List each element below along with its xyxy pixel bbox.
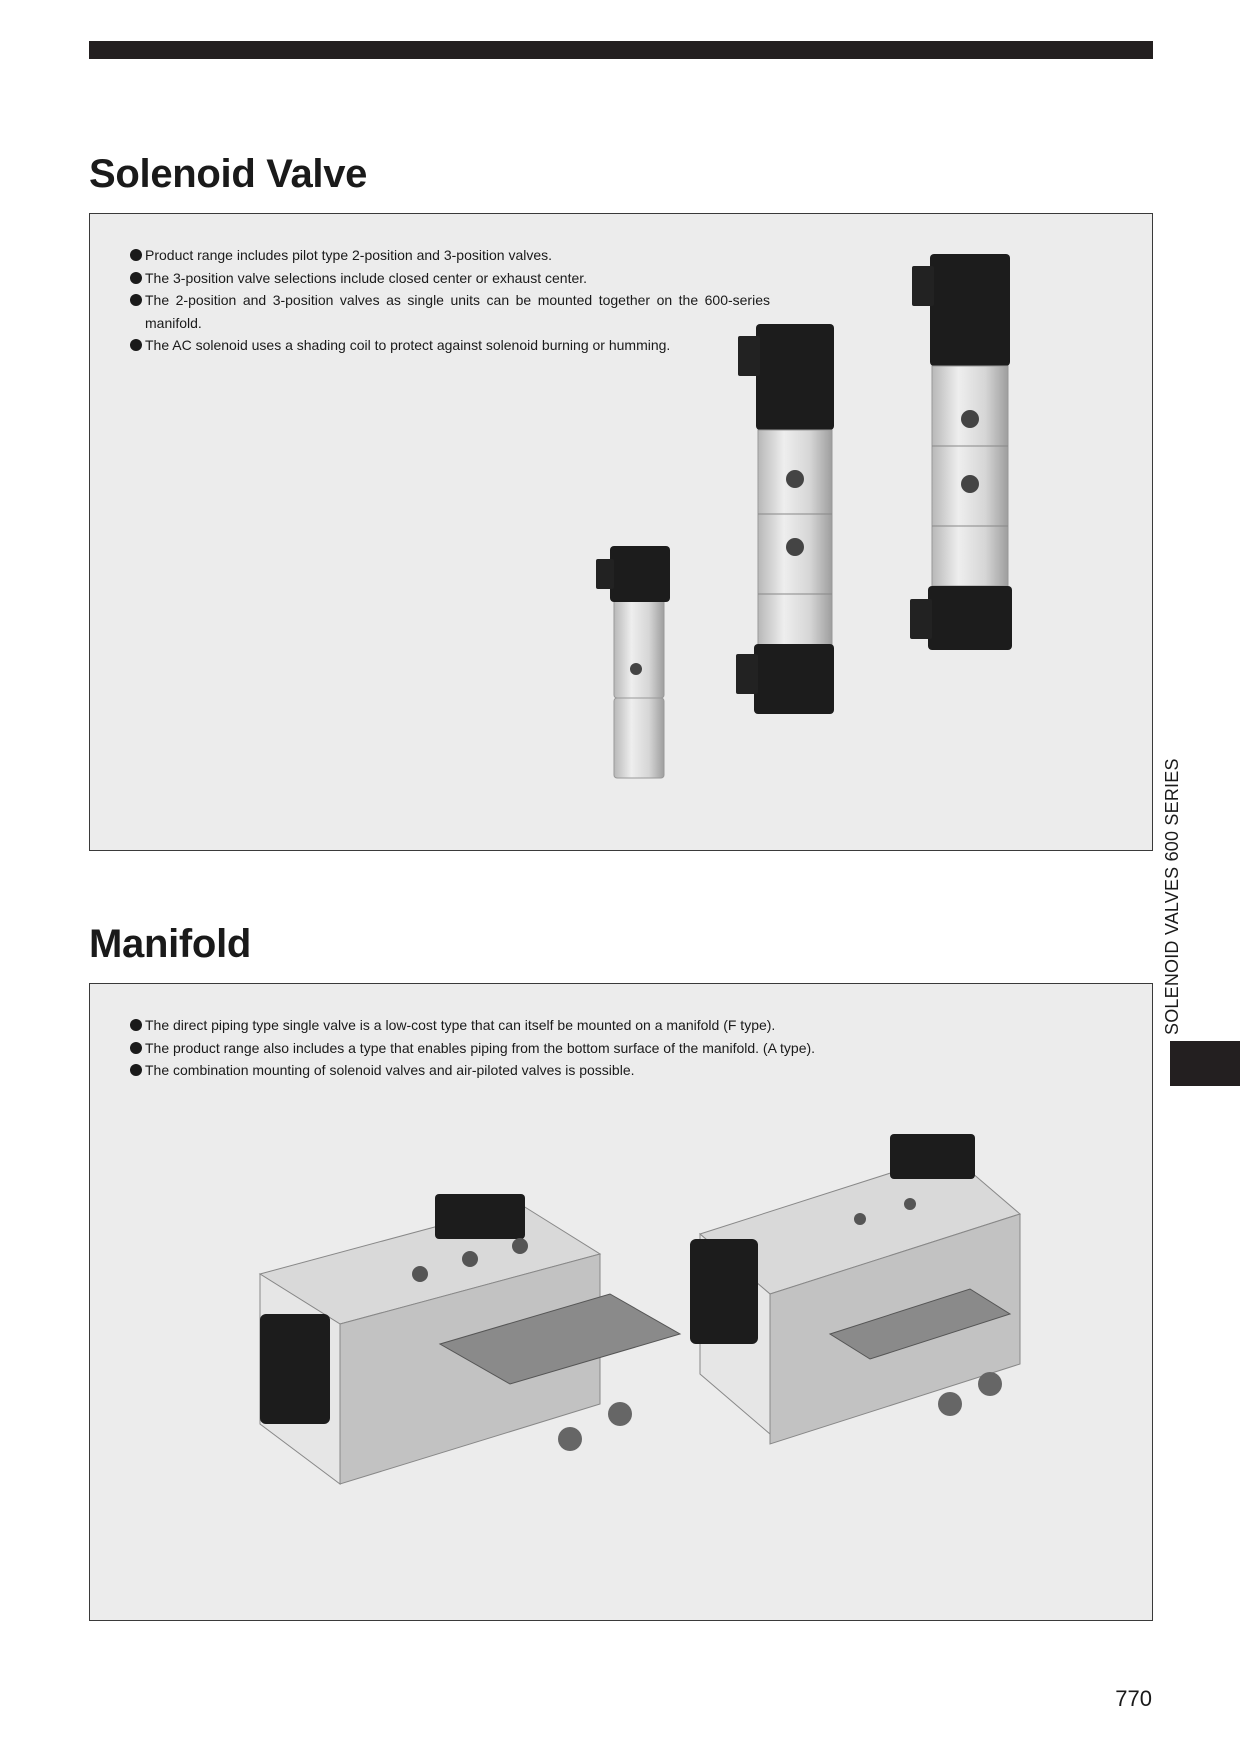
- feature-item: The 2-position and 3-position valves as single units can be mounted together on the 600-series manifold.: [130, 289, 770, 334]
- right-manifold: [690, 1134, 1020, 1444]
- solenoid-valve-title: Solenoid Valve: [89, 152, 368, 196]
- manifold-panel: [89, 983, 1153, 1621]
- solenoid-valves-photo: [90, 214, 1152, 850]
- page-number: 770: [1115, 1686, 1152, 1711]
- double-valve: [736, 324, 834, 714]
- header-rule: [89, 41, 1153, 59]
- manifold-title: Manifold: [89, 922, 252, 966]
- side-series-label: SOLENOID VALVES 600 SERIES: [1162, 758, 1182, 1035]
- feature-item: The direct piping type single valve is a low-cost type that can itself be mounted on a manifold (F type).: [130, 1014, 910, 1037]
- three-position-valve: [910, 254, 1012, 650]
- manifold-assemblies-photo: [90, 984, 1152, 1620]
- feature-item: The AC solenoid uses a shading coil to protect against solenoid burning or humming.: [130, 334, 770, 357]
- small-valve: [596, 546, 670, 778]
- feature-item: The product range also includes a type that enables piping from the bottom surface of the manifold. (A type).: [130, 1037, 910, 1060]
- feature-item: The 3-position valve selections include closed center or exhaust center.: [130, 267, 770, 290]
- solenoid-valve-panel: [89, 213, 1153, 851]
- side-index-tab: [1170, 1041, 1240, 1086]
- feature-item: The combination mounting of solenoid valves and air-piloted valves is possible.: [130, 1059, 910, 1082]
- feature-item: Product range includes pilot type 2-position and 3-position valves.: [130, 244, 770, 267]
- left-manifold: [260, 1194, 680, 1484]
